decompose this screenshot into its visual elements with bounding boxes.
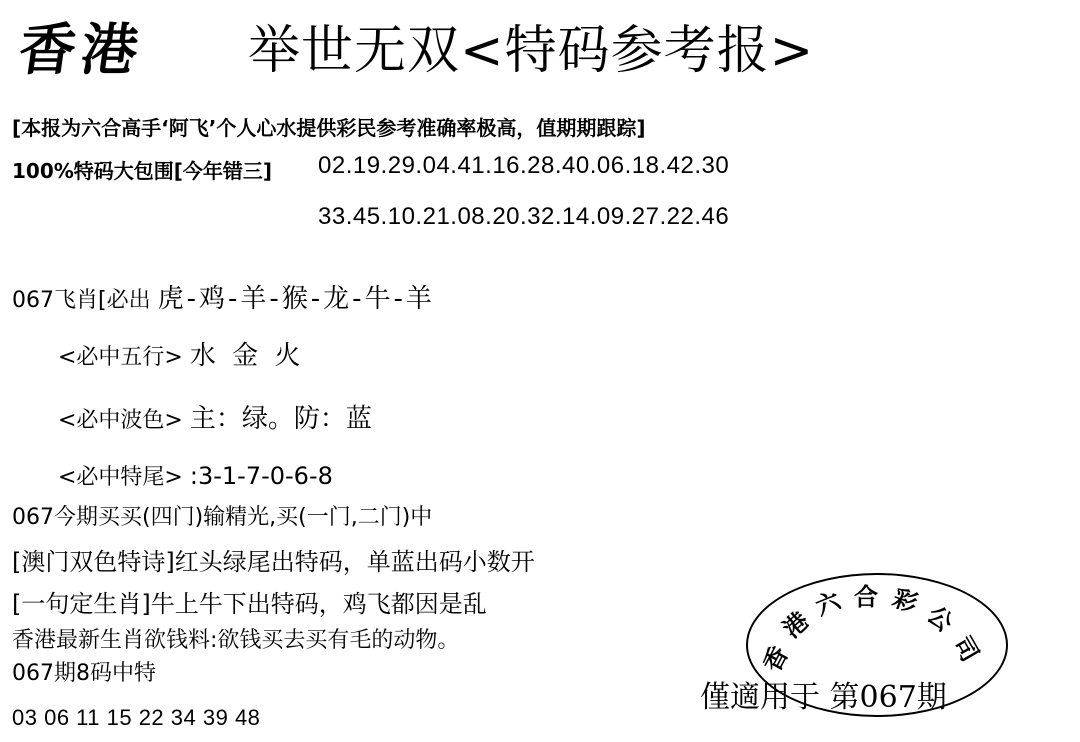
headline: 举世无双<特码参考报> <box>248 21 815 81</box>
wave-value: 主：绿。防：蓝 <box>189 404 372 434</box>
tail-value: :3-1-7-0-6-8 <box>189 462 333 490</box>
tail-row <box>58 460 333 491</box>
package-numbers-2: 33.45.10.21.08.20.32.14.09.27.22.46 <box>318 203 730 230</box>
elements-value: 水 金 火 <box>189 341 305 371</box>
zodiac-row <box>12 278 435 315</box>
verse-text: [一句定生肖]牛上牛下出特码，鸡飞都因是乱 <box>12 590 487 618</box>
package-label: 100%特码大包围[今年错三] <box>12 159 273 183</box>
company-seal: 香 港 六 合 彩 公 司 <box>746 573 1008 717</box>
elements-label: <必中五行> <box>58 345 183 370</box>
eight-codes-label: 067期8码中特 <box>12 661 156 686</box>
footer-note: 僅適用于 第067期 <box>700 680 947 715</box>
doors-text: 067今期买买(四门)输精光,买(一门,二门)中 <box>12 505 433 530</box>
elements-row <box>58 335 304 372</box>
tail-label: <必中特尾> <box>58 465 183 490</box>
intro-text: [本报为六合高手‘阿飞’个人心水提供彩民参考准确率极高，值期期跟踪] <box>12 116 646 140</box>
eight-codes-numbers: 03 06 11 15 22 34 39 48 <box>12 705 261 730</box>
riddle-text: 香港最新生肖欲钱料:欲钱买去买有毛的动物。 <box>12 628 460 653</box>
wave-label: <必中波色> <box>58 408 183 433</box>
wave-row <box>58 398 372 435</box>
brand-title: 香港 <box>14 17 149 83</box>
package-numbers-1: 02.19.29.04.41.16.28.40.06.18.42.30 <box>318 152 730 179</box>
zodiac-label: 067飞肖[必出 <box>12 288 151 313</box>
poem-text: [澳门双色特诗]红头绿尾出特码，单蓝出码小数开 <box>12 548 535 576</box>
zodiac-value: 虎-鸡-羊-猴-龙-牛-羊 <box>157 284 435 314</box>
